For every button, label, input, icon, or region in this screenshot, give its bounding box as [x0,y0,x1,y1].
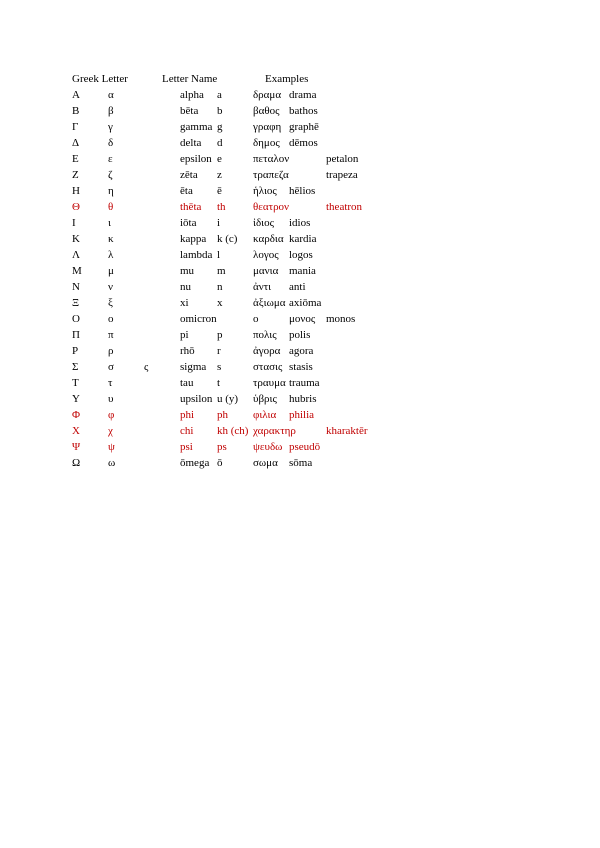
upper-letter: Θ [72,201,80,213]
upper-letter: Μ [72,265,82,277]
lower-letter: ε [108,153,113,165]
transliteration: ps [217,441,227,453]
greek-example: τραυμα [253,377,286,389]
upper-letter: Ε [72,153,79,165]
table-row [0,425,600,441]
lower-letter: θ [108,201,114,213]
upper-letter: Ζ [72,169,79,181]
lower-letter: φ [108,409,115,421]
table-row [0,377,600,393]
english-example: idios [289,217,311,229]
lower-letter: ζ [108,169,113,181]
table-row [0,457,600,473]
table-row [0,265,600,281]
transliteration: ē [217,185,222,197]
table-row [0,297,600,313]
table-row [0,89,600,105]
lower-letter: π [108,329,114,341]
upper-letter: Γ [72,121,79,133]
transliteration: z [217,169,222,181]
english-example: axiōma [289,297,322,309]
lower-letter: σ [108,361,114,373]
table-row [0,361,600,377]
english-example: anti [289,281,306,293]
upper-letter: Ρ [72,345,79,357]
english-example: logos [289,249,313,261]
letter-name: alpha [180,89,204,101]
english-example: drama [289,89,317,101]
transliteration: th [217,201,226,213]
upper-letter: Λ [72,249,80,261]
extra-example: theatron [326,201,363,213]
transliteration: r [217,345,221,357]
letter-name: mu [180,265,195,277]
extra-example: petalon [326,153,359,165]
greek-example: στασις [253,361,283,373]
header-greek-letter: Greek Letter [72,73,128,85]
upper-letter: Ψ [72,441,81,453]
letter-name: upsilon [180,393,213,405]
letter-name: tau [180,377,194,389]
letter-name: epsilon [180,153,212,165]
letter-name: omicron [180,313,217,325]
letter-name: chi [180,425,194,437]
table-row [0,313,600,329]
extra-example: monos [326,313,356,325]
letter-name: ōmega [180,457,210,469]
greek-example: λογος [253,249,279,261]
table-row [0,329,600,345]
final-form: ς [144,361,149,373]
extra-example: trapeza [326,169,358,181]
table-row [0,233,600,249]
english-example: trauma [289,377,320,389]
upper-letter: Ξ [72,297,80,309]
greek-example: δραμα [253,89,282,101]
english-example: bathos [289,105,318,117]
letter-name: nu [180,281,191,293]
lower-letter: ω [108,457,116,469]
letter-name: ēta [180,185,193,197]
lower-letter: υ [108,393,114,405]
greek-example: ἀντι [253,281,272,293]
greek-example: γραφη [253,121,282,133]
lower-letter: δ [108,137,114,149]
english-example: graphē [289,121,319,133]
upper-letter: Π [72,329,80,341]
table-row [0,137,600,153]
letter-name: iōta [180,217,197,229]
upper-letter: Ω [72,457,81,469]
table-row [0,409,600,425]
lower-letter: α [108,89,114,101]
lower-letter: χ [108,425,113,437]
lower-letter: λ [108,249,114,261]
transliteration: m [217,265,226,277]
upper-letter: Β [72,105,80,117]
greek-example: χαρακτηρ [253,425,296,437]
greek-example: δημος [253,137,280,149]
table-row [0,153,600,169]
greek-example: θεατρον [253,201,290,213]
greek-example: ἀγορα [253,345,281,357]
letter-name: delta [180,137,202,149]
upper-letter: Χ [72,425,80,437]
english-example: dēmos [289,137,318,149]
greek-example: o [253,313,259,325]
transliteration: ph [217,409,228,421]
transliteration: u (y) [217,393,239,405]
letter-name: bēta [180,105,199,117]
greek-example: τραπεζα [253,169,289,181]
upper-letter: Η [72,185,80,197]
transliteration: b [217,105,223,117]
upper-letter: Ι [72,217,76,229]
english-example: agora [289,345,314,357]
letter-name: lambda [180,249,213,261]
transliteration: x [217,297,223,309]
greek-example: βαθος [253,105,280,117]
lower-letter: β [108,105,114,117]
greek-example: ἀξιωμα [253,297,286,309]
upper-letter: Υ [72,393,80,405]
english-example: μονος [289,313,316,325]
lower-letter: τ [108,377,113,389]
letter-name: rhō [180,345,195,357]
upper-letter: Α [72,89,80,101]
greek-example: ἡλιος [253,185,277,197]
letter-name: pi [180,329,189,341]
english-example: mania [289,265,316,277]
lower-letter: γ [108,121,113,133]
letter-name: zēta [180,169,198,181]
lower-letter: ν [108,281,113,293]
letter-name: psi [180,441,193,453]
upper-letter: Ο [72,313,80,325]
greek-example: μανια [253,265,279,277]
table-row [0,393,600,409]
transliteration: s [217,361,222,373]
upper-letter: Κ [72,233,80,245]
table-row [0,249,600,265]
letter-name: xi [180,297,189,309]
greek-example: σωμα [253,457,278,469]
english-example: polis [289,329,311,341]
table-row [0,169,600,185]
transliteration: ō [217,457,223,469]
transliteration: i [217,217,221,229]
lower-letter: ψ [108,441,115,453]
lower-letter: η [108,185,114,197]
transliteration: k (c) [217,233,238,245]
upper-letter: Τ [72,377,79,389]
english-example: stasis [289,361,313,373]
transliteration: t [217,377,221,389]
upper-letter: Δ [72,137,80,149]
english-example: kardia [289,233,317,245]
lower-letter: κ [108,233,114,245]
header-letter-name: Letter Name [162,73,218,85]
greek-example: ἰδιος [253,217,274,229]
lower-letter: ι [108,217,111,229]
transliteration: l [217,249,221,261]
table-row [0,121,600,137]
greek-example: πεταλον [253,153,290,165]
transliteration: d [217,137,223,149]
upper-letter: Σ [72,361,79,373]
english-example: sōma [289,457,313,469]
transliteration: e [217,153,222,165]
lower-letter: ρ [108,345,114,357]
greek-example: ψευδω [253,441,283,453]
letter-name: thēta [180,201,202,213]
transliteration: p [217,329,223,341]
transliteration: kh (ch) [217,425,249,437]
english-example: hēlios [289,185,316,197]
table-row [0,441,600,457]
english-example: pseudō [289,441,321,453]
transliteration: n [217,281,223,293]
lower-letter: μ [108,265,114,277]
letter-name: sigma [180,361,207,373]
greek-example: φιλια [253,409,277,421]
greek-example: καρδια [253,233,284,245]
table-row [0,185,600,201]
greek-example: πολις [253,329,277,341]
extra-example: kharaktēr [326,425,368,437]
upper-letter: Φ [72,409,81,421]
table-row [0,281,600,297]
table-row [0,217,600,233]
upper-letter: Ν [72,281,80,293]
table-row [0,201,600,217]
lower-letter: ξ [108,297,113,309]
english-example: hubris [289,393,317,405]
transliteration: g [217,121,223,133]
transliteration: a [217,89,222,101]
header-examples: Examples [265,73,309,85]
table-row [0,105,600,121]
letter-name: gamma [180,121,213,133]
greek-example: ὑβρις [253,393,277,405]
table-row [0,345,600,361]
lower-letter: ο [108,313,114,325]
english-example: philia [289,409,315,421]
letter-name: phi [180,409,195,421]
letter-name: kappa [180,233,207,245]
